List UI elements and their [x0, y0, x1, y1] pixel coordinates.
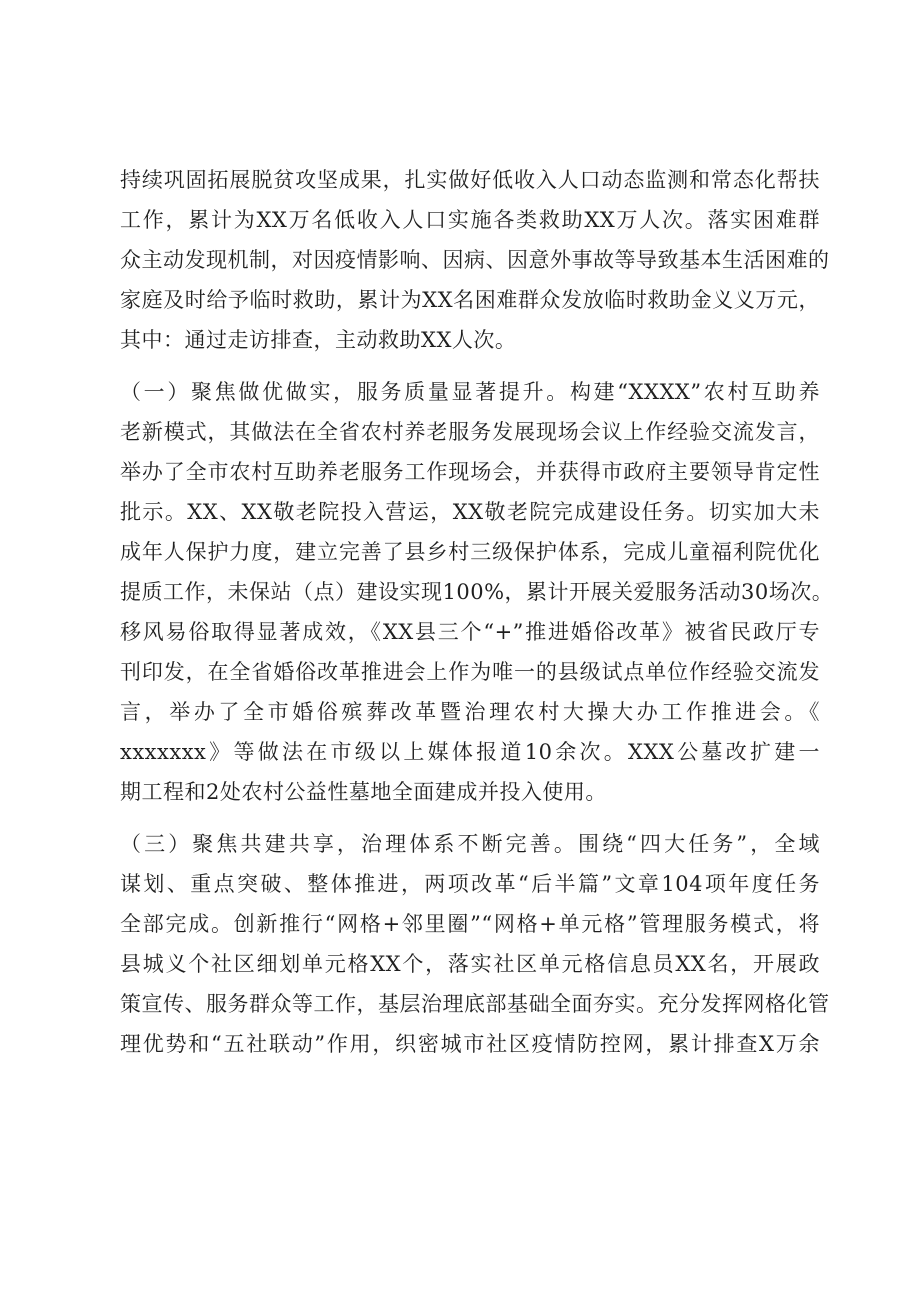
text-line: 移风易俗取得显著成效，《XX县三个“+”推进婚俗改革》被省民政厅专 — [120, 620, 820, 644]
text-line: 策宣传、服务群众等工作，基层治理底部基础全面夯实。充分发挥网格化管 — [120, 992, 830, 1016]
text-line: 其中：通过走访排查，主动救助XX人次。 — [120, 328, 517, 352]
text-line: 全部完成。创新推行“网格+邻里圈”“网格+单元格”管理服务模式，将 — [120, 912, 820, 936]
document-body — [120, 160, 834, 1064]
text-line: 刊印发，在全省婚俗改革推进会上作为唯一的县级试点单位作经验交流发 — [120, 660, 820, 684]
text-line: 期工程和2处农村公益性墓地全面建成并投入使用。 — [120, 780, 607, 804]
text-line: xxxxxxx》等做法在市级以上媒体报道10余次。XXX公墓改扩建一 — [120, 740, 820, 764]
text-line: 谋划、重点突破、整体推进，两项改革“后半篇”文章104项年度任务 — [120, 872, 820, 896]
text-line: （三）聚焦共建共享，治理体系不断完善。围绕“四大任务”，全域 — [120, 832, 820, 856]
text-line: 家庭及时给予临时救助，累计为XX名困难群众发放临时救助金义义万元， — [120, 288, 820, 312]
text-line: 老新模式，其做法在全省农村养老服务发展现场会议上作经验交流发言， — [120, 420, 820, 444]
paragraph-assistance — [120, 160, 830, 360]
text-line: 理优势和“五社联动”作用，织密城市社区疫情防控网，累计排查X万余 — [120, 1032, 820, 1056]
text-line: 持续巩固拓展脱贫攻坚成果，扎实做好低收入人口动态监测和常态化帮扶 — [120, 168, 820, 192]
paragraph-service-quality — [120, 372, 834, 812]
paragraph-spacer — [120, 812, 820, 824]
text-line: 批示。XX、XX敬老院投入营运，XX敬老院完成建设任务。切实加大未 — [120, 500, 820, 524]
text-line: 言，举办了全市婚俗殡葬改革暨治理农村大操大办工作推进会。《 — [120, 700, 820, 724]
paragraph-governance — [120, 824, 830, 1064]
text-line: 众主动发现机制，对因疫情影响、因病、因意外事故等导致基本生活困难的 — [120, 248, 830, 272]
text-line: 举办了全市农村互助养老服务工作现场会，并获得市政府主要领导肯定性 — [120, 460, 820, 484]
text-line: 提质工作，未保站（点）建设实现100%，累计开展关爱服务活动30场次。 — [120, 580, 834, 604]
text-line: 县城义个社区细划单元格XX个，落实社区单元格信息员XX名，开展政 — [120, 952, 820, 976]
text-line: （一）聚焦做优做实，服务质量显著提升。构建“XXXX”农村互助养 — [120, 380, 820, 404]
text-line: 成年人保护力度，建立完善了县乡村三级保护体系，完成儿童福利院优化 — [120, 540, 820, 564]
paragraph-spacer — [120, 360, 820, 372]
text-line: 工作，累计为XX万名低收入人口实施各类救助XX万人次。落实困难群 — [120, 208, 820, 232]
